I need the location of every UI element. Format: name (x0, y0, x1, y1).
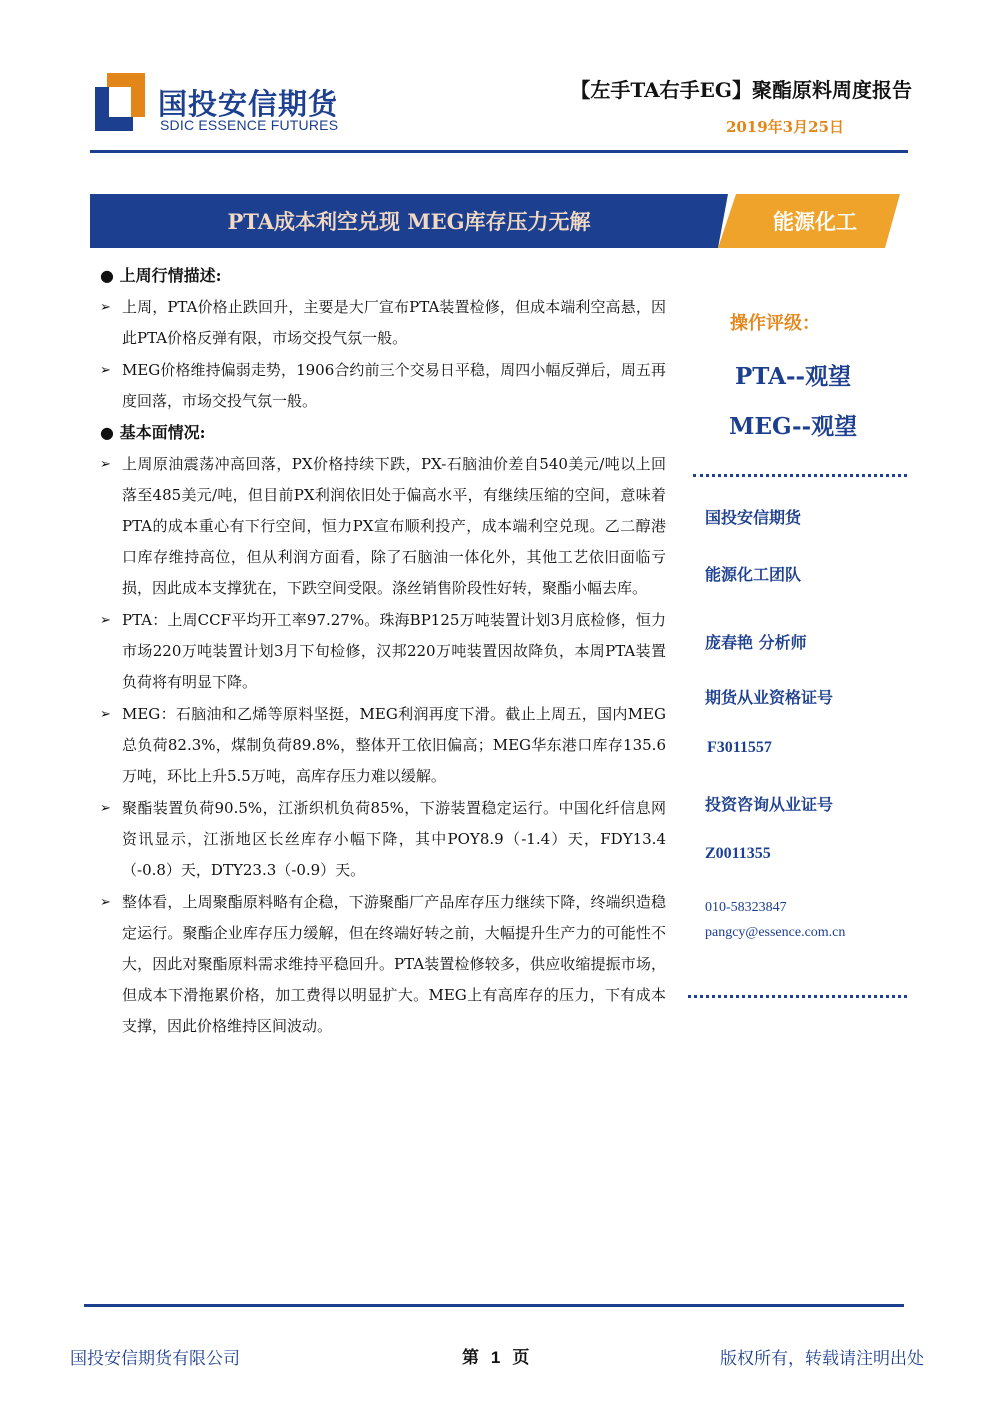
sidebar-divider-bottom (688, 995, 907, 998)
list-item-text: MEG价格维持偏弱走势，1906合约前三个交易日平稳，周四小幅反弹后，周五再度回落，市场交投气氛一般。 (122, 361, 666, 410)
arrow-bullet-icon: ➢ (100, 300, 111, 315)
list-item (100, 605, 666, 698)
rating-pta: PTA--观望 (735, 363, 852, 390)
footer-copyright: 版权所有，转载请注明出处 (720, 1349, 924, 1369)
company-logo-icon (95, 73, 145, 131)
list-item-text: PTA：上周CCF平均开工率97.27%。珠海BP125万吨装置计划3月底检修，恒力市场220万吨装置计划3月下旬检修，汉邦220万吨装置因故降负，本周PTA装置负荷将有明显下降。 (122, 611, 666, 691)
arrow-bullet-icon: ➢ (100, 363, 111, 378)
rating-label: 操作评级： (730, 313, 820, 334)
list-item (100, 887, 666, 1042)
arrow-bullet-icon: ➢ (100, 801, 111, 816)
rating-meg: MEG--观望 (729, 413, 858, 440)
page-number: 1 (490, 1348, 501, 1367)
sidebar-company: 国投安信期货 (705, 508, 802, 527)
arrow-bullet-icon: ➢ (100, 613, 111, 628)
sidebar-divider-top (693, 474, 907, 477)
page-prefix: 第 (462, 1348, 479, 1368)
header-divider (90, 150, 908, 153)
page-suffix: 页 (512, 1348, 530, 1368)
banner-sector: 能源化工 (773, 209, 857, 234)
list-item-text: 上周，PTA价格止跌回升，主要是大厂宣布PTA装置检修，但成本端利空高悬，因此PTA价格反弹有限，市场交投气氛一般。 (122, 298, 666, 347)
logo-english-name: SDIC ESSENCE FUTURES (160, 117, 339, 133)
list-item (100, 355, 666, 417)
report-body (100, 260, 666, 1043)
list-item-text: 整体看，上周聚酯原料略有企稳，下游聚酯厂产品库存压力继续下降，终端织造稳定运行。聚酯企业库存压力缓解，但在终端好转之前，大幅提升生产力的可能性不大，因此对聚酯原料需求维持平稳回升。PTA装置检修较多，供应收缩提振市场，但成本下滑拖累价格，加工费得以明显扩大。MEG上有高库存的压力，下有成本支撑，因此价格维持区间波动。 (122, 893, 666, 1035)
sidebar-consult-label: 投资咨询从业证号 (705, 795, 834, 814)
section-heading-market (100, 261, 666, 291)
report-date: 2019年3月25日 (725, 118, 844, 136)
footer-divider (84, 1304, 904, 1307)
sidebar-analyst: 庞春艳 分析师 (705, 633, 807, 652)
footer-page-number (462, 1343, 529, 1368)
section-heading-text: 基本面情况: (119, 423, 206, 442)
sidebar-license-label: 期货从业资格证号 (705, 688, 834, 707)
footer-company: 国投安信期货有限公司 (70, 1349, 240, 1369)
report-title: 【左手TA右手EG】聚酯原料周度报告 (570, 78, 912, 102)
logo-chinese-name: 国投安信期货 (158, 87, 339, 121)
bullet-dot-icon: ● (100, 423, 114, 442)
section-heading-text: 上周行情描述: (119, 266, 222, 285)
sidebar-phone: 010-58323847 (705, 900, 787, 915)
list-item (100, 793, 666, 886)
list-item-text: 聚酯装置负荷90.5%，江浙织机负荷85%，下游装置稳定运行。中国化纤信息网资讯显示，江浙地区长丝库存小幅下降，其中POY8.9（-1.4）天，FDY13.4（-0.8）天，DTY23.3（-0.9）天。 (122, 799, 666, 879)
arrow-bullet-icon: ➢ (100, 707, 111, 722)
sidebar-email[interactable]: pangcy@essence.com.cn (705, 925, 846, 940)
sidebar-license-number: F3011557 (707, 739, 772, 756)
list-item (100, 699, 666, 792)
sidebar-team: 能源化工团队 (705, 565, 802, 584)
list-item-text: MEG：石脑油和乙烯等原料坚挺，MEG利润再度下滑。截止上周五，国内MEG总负荷82.3%，煤制负荷89.8%，整体开工依旧偏高；MEG华东港口库存135.6万吨，环比上升5.5万吨，高库存压力难以缓解。 (122, 705, 666, 785)
arrow-bullet-icon: ➢ (100, 895, 111, 910)
list-item (100, 449, 666, 604)
list-item (100, 292, 666, 354)
sidebar-consult-number: Z0011355 (705, 845, 771, 862)
bullet-dot-icon: ● (100, 266, 114, 285)
section-heading-fundamentals (100, 418, 666, 448)
arrow-bullet-icon: ➢ (100, 457, 111, 472)
banner-title: PTA成本利空兑现 MEG库存压力无解 (227, 209, 591, 234)
list-item-text: 上周原油震荡冲高回落，PX价格持续下跌，PX-石脑油价差自540美元/吨以上回落至485美元/吨，但目前PX利润依旧处于偏高水平，有继续压缩的空间，意味着PTA的成本重心有下行空间，恒力PX宣布顺利投产，成本端利空兑现。乙二醇港口库存维持高位，但从利润方面看，除了石脑油一体化外，其他工艺依旧面临亏损，因此成本支撑犹在，下跌空间受限。涤丝销售阶段性好转，聚酯小幅去库。 (122, 455, 666, 597)
